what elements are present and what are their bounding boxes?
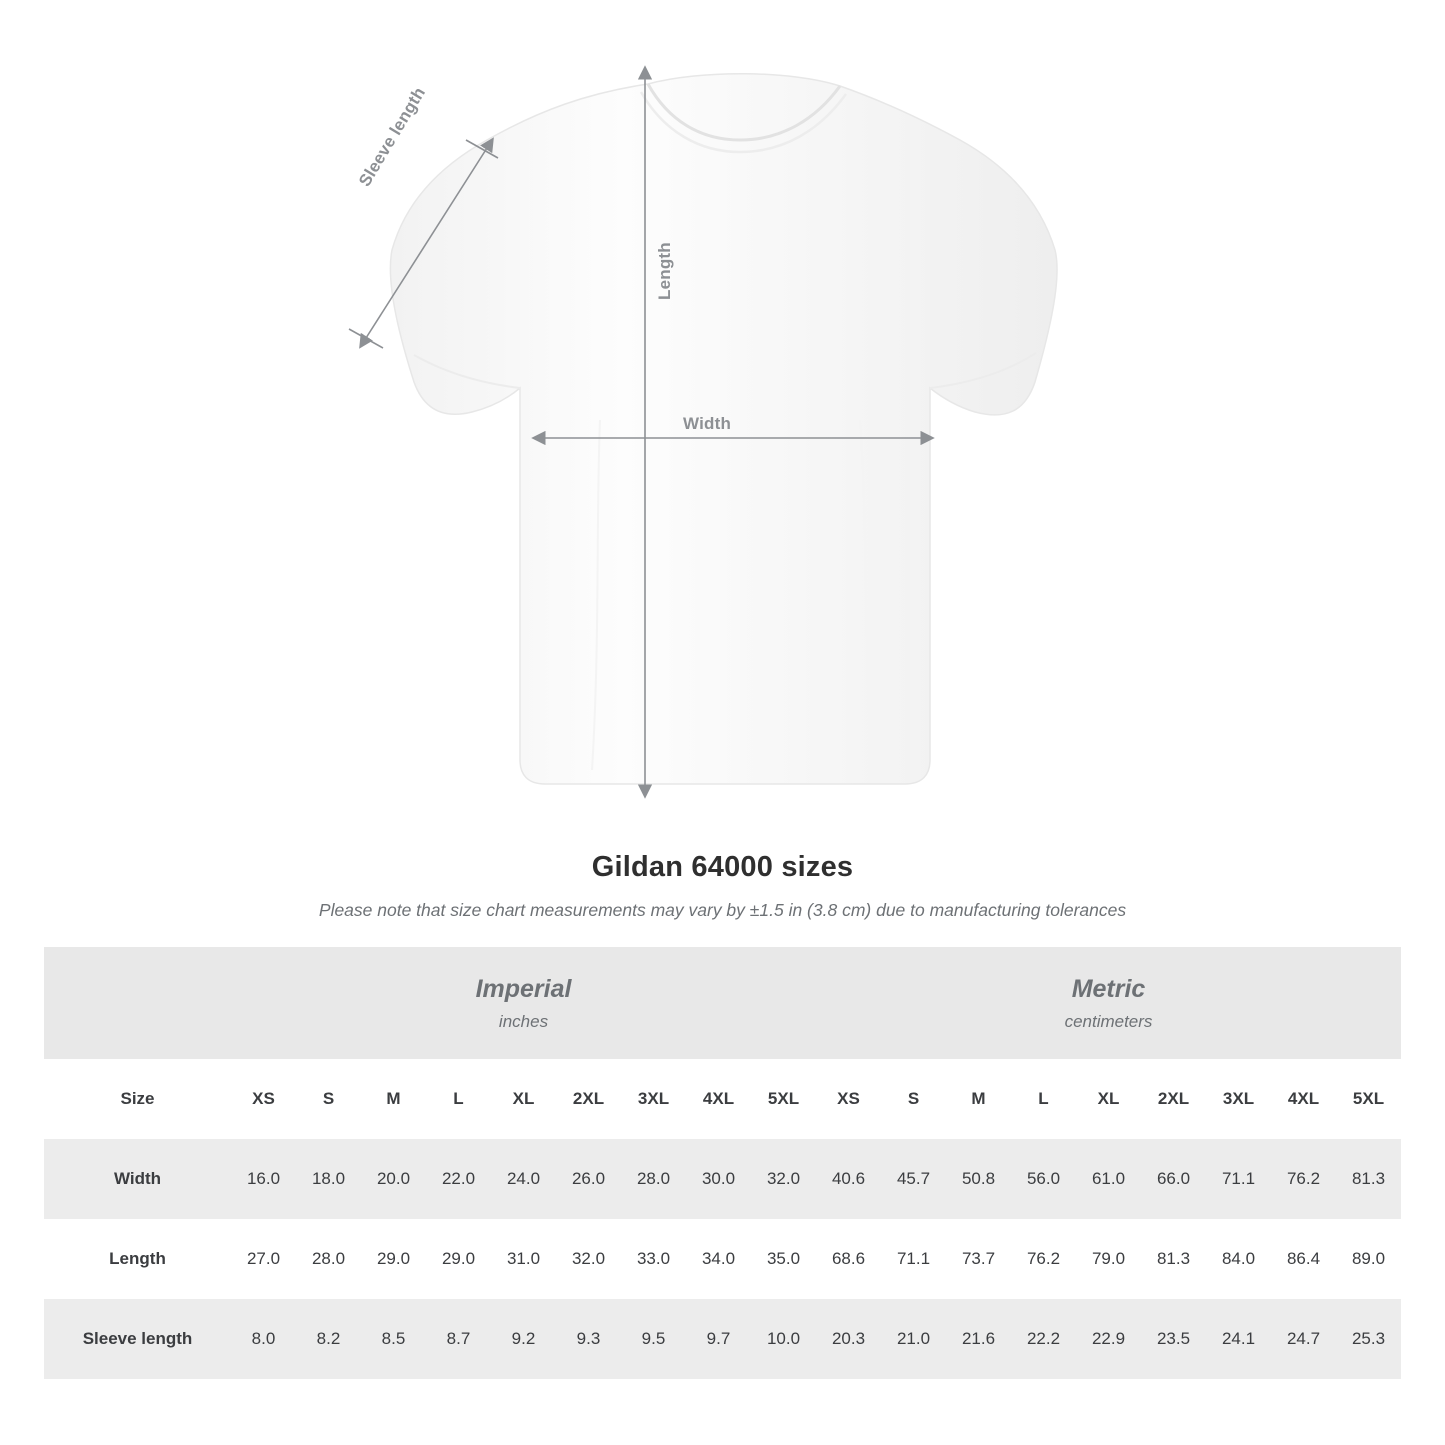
tolerance-note: Please note that size chart measurements may vary by ±1.5 in (3.8 cm) due to manufacturing tolerances [318, 900, 1127, 920]
size-cell: 5XL [1336, 1059, 1401, 1139]
size-cell: 2XL [556, 1059, 621, 1139]
metric-label: Metric [1071, 975, 1146, 1004]
data-cell: 76.2 [1011, 1219, 1076, 1299]
row-header-sleeve-length: Sleeve length [44, 1299, 231, 1379]
data-cell: 8.0 [231, 1299, 296, 1379]
data-cell: 71.1 [881, 1219, 946, 1299]
data-cell: 81.3 [1336, 1139, 1401, 1219]
data-cell: 50.8 [946, 1139, 1011, 1219]
data-cell: 45.7 [881, 1139, 946, 1219]
size-cell: 3XL [1206, 1059, 1271, 1139]
data-cell: 56.0 [1011, 1139, 1076, 1219]
data-cell: 24.1 [1206, 1299, 1271, 1379]
data-cell: 26.0 [556, 1139, 621, 1219]
data-cell: 40.6 [816, 1139, 881, 1219]
data-cell: 22.0 [426, 1139, 491, 1219]
data-cell: 21.0 [881, 1299, 946, 1379]
data-cell: 66.0 [1141, 1139, 1206, 1219]
data-cell: 32.0 [751, 1139, 816, 1219]
data-cell: 28.0 [621, 1139, 686, 1219]
title-block [0, 851, 1445, 921]
data-cell: 79.0 [1076, 1219, 1141, 1299]
data-cell: 9.3 [556, 1299, 621, 1379]
size-row-header: Size [44, 1059, 231, 1139]
data-cell: 29.0 [361, 1219, 426, 1299]
length-label: Length [655, 242, 674, 300]
data-cell: 21.6 [946, 1299, 1011, 1379]
data-cell: 9.2 [491, 1299, 556, 1379]
data-cell: 24.0 [491, 1139, 556, 1219]
metric-header-cell [816, 947, 1401, 1059]
unit-blank-cell [44, 947, 231, 1059]
size-cell: XS [231, 1059, 296, 1139]
data-cell: 34.0 [686, 1219, 751, 1299]
size-cell: L [426, 1059, 491, 1139]
data-cell: 8.2 [296, 1299, 361, 1379]
imperial-sub-label: inches [498, 1011, 549, 1031]
data-cell: 33.0 [621, 1219, 686, 1299]
data-cell: 86.4 [1271, 1219, 1336, 1299]
data-cell: 32.0 [556, 1219, 621, 1299]
size-cell: XS [816, 1059, 881, 1139]
table-row [44, 1139, 1401, 1219]
size-chart-table-wrap [44, 947, 1401, 1379]
row-header-length: Length [44, 1219, 231, 1299]
data-cell: 20.3 [816, 1299, 881, 1379]
imperial-header-cell [231, 947, 816, 1059]
data-cell: 8.7 [426, 1299, 491, 1379]
row-header-width: Width [44, 1139, 231, 1219]
imperial-label: Imperial [475, 975, 572, 1004]
data-cell: 22.2 [1011, 1299, 1076, 1379]
data-cell: 9.7 [686, 1299, 751, 1379]
size-cell: S [296, 1059, 361, 1139]
size-cell: XL [491, 1059, 556, 1139]
size-cell: S [881, 1059, 946, 1139]
size-cell: 4XL [686, 1059, 751, 1139]
size-cell: L [1011, 1059, 1076, 1139]
data-cell: 16.0 [231, 1139, 296, 1219]
size-cell: M [361, 1059, 426, 1139]
unit-header-row [44, 947, 1401, 1059]
size-cell: M [946, 1059, 1011, 1139]
data-cell: 68.6 [816, 1219, 881, 1299]
data-cell: 89.0 [1336, 1219, 1401, 1299]
data-cell: 8.5 [361, 1299, 426, 1379]
data-cell: 73.7 [946, 1219, 1011, 1299]
page-title: Gildan 64000 sizes [591, 851, 854, 883]
data-cell: 10.0 [751, 1299, 816, 1379]
sleeve-length-label: Sleeve length [355, 83, 430, 190]
data-cell: 30.0 [686, 1139, 751, 1219]
data-cell: 23.5 [1141, 1299, 1206, 1379]
size-cell: 3XL [621, 1059, 686, 1139]
width-label: Width [683, 414, 732, 433]
data-cell: 22.9 [1076, 1299, 1141, 1379]
data-cell: 81.3 [1141, 1219, 1206, 1299]
metric-sub-label: centimeters [1064, 1011, 1153, 1031]
data-cell: 31.0 [491, 1219, 556, 1299]
size-chart-table [44, 947, 1401, 1379]
size-cell: XL [1076, 1059, 1141, 1139]
table-row [44, 1299, 1401, 1379]
data-cell: 27.0 [231, 1219, 296, 1299]
size-header-row [44, 1059, 1401, 1139]
data-cell: 24.7 [1271, 1299, 1336, 1379]
table-row [44, 1219, 1401, 1299]
data-cell: 9.5 [621, 1299, 686, 1379]
data-cell: 18.0 [296, 1139, 361, 1219]
data-cell: 84.0 [1206, 1219, 1271, 1299]
size-cell: 4XL [1271, 1059, 1336, 1139]
data-cell: 28.0 [296, 1219, 361, 1299]
size-cell: 5XL [751, 1059, 816, 1139]
data-cell: 71.1 [1206, 1139, 1271, 1219]
data-cell: 25.3 [1336, 1299, 1401, 1379]
size-cell: 2XL [1141, 1059, 1206, 1139]
data-cell: 35.0 [751, 1219, 816, 1299]
data-cell: 29.0 [426, 1219, 491, 1299]
data-cell: 61.0 [1076, 1139, 1141, 1219]
data-cell: 76.2 [1271, 1139, 1336, 1219]
data-cell: 20.0 [361, 1139, 426, 1219]
